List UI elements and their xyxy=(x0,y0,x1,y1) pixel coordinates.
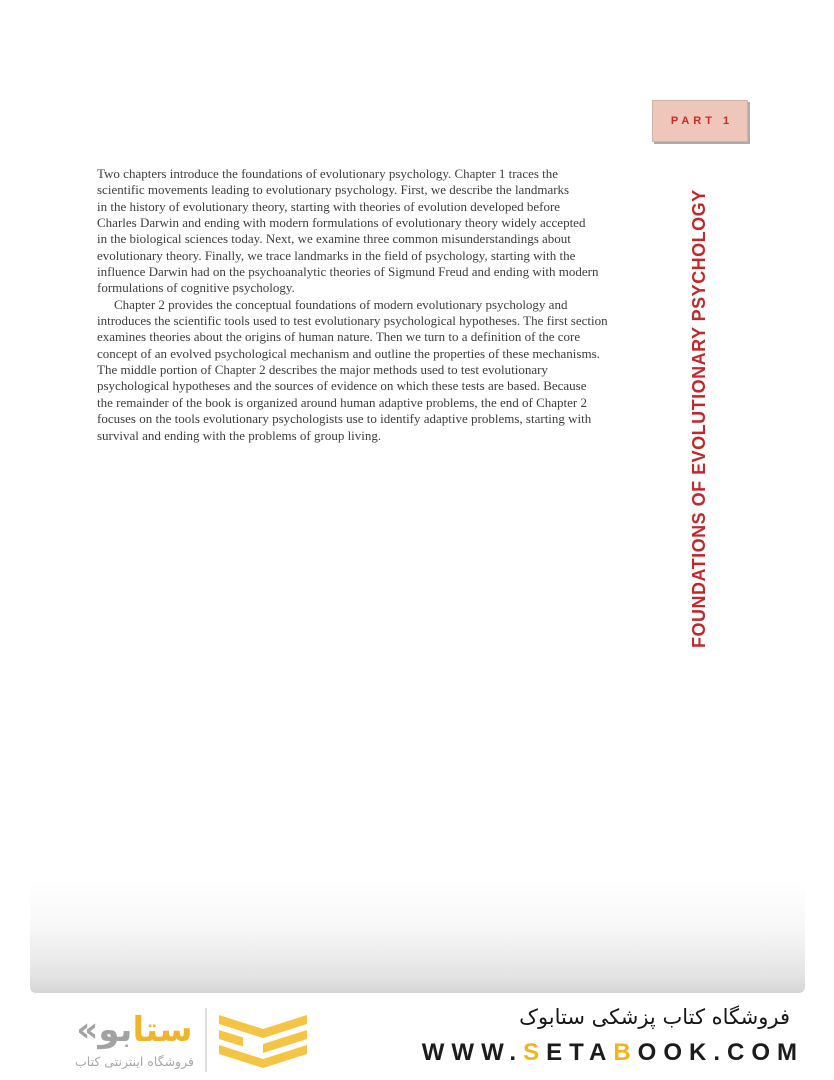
text-line: examines theories about the origins of human nature. Then we turn to a definition of the core xyxy=(97,329,581,345)
url-segment: WWW. xyxy=(421,1039,524,1066)
logo-tagline: فروشگاه اینترنتی کتاب xyxy=(75,1053,194,1069)
paragraph xyxy=(97,166,657,297)
url-segment: S xyxy=(523,1039,547,1066)
part-badge xyxy=(652,100,748,142)
url-segment: B xyxy=(613,1039,638,1066)
text-line: concept of an evolved psychological mechanism and outline the properties of these mechanisms. xyxy=(97,345,600,361)
text-line: in the biological sciences today. Next, we examine three common misunderstandings about xyxy=(97,231,571,247)
text-line: formulations of cognitive psychology. xyxy=(97,280,295,296)
text-line: scientific movements leading to evolutionary psychology. First, we describe the landmarks xyxy=(97,182,570,198)
text-line: focuses on the tools evolutionary psychologists use to identify adaptive problems, starting with xyxy=(97,411,592,427)
text-line: psychological hypotheses and the sources of evidence on which these tests are based. Because xyxy=(97,378,587,394)
text-line: The middle portion of Chapter 2 describes the major methods used to test evolutionary xyxy=(97,362,548,378)
page-bottom-shadow xyxy=(30,880,805,993)
paragraph xyxy=(97,297,657,444)
text-line: survival and ending with the problems of group living. xyxy=(97,427,382,443)
site-url xyxy=(422,1039,804,1067)
store-title: فروشگاه کتاب پزشکی ستابوک xyxy=(519,1005,790,1029)
side-heading: FOUNDATIONS OF EVOLUTIONARY PSYCHOLOGY xyxy=(689,189,709,648)
text-line: in the history of evolutionary theory, starting with theories of evolution developed before xyxy=(97,198,561,214)
setabook-logo xyxy=(75,1007,310,1073)
text-line: Two chapters introduce the foundations of evolutionary psychology. Chapter 1 traces the xyxy=(97,166,559,181)
logo-divider xyxy=(205,1008,207,1072)
footer xyxy=(0,995,834,1080)
text-line: evolutionary theory. Finally, we trace landmarks in the field of psychology, starting with the xyxy=(97,247,576,263)
setabook-chevron-emblem-icon xyxy=(216,1007,310,1073)
text-line: Charles Darwin and ending with modern formulations of evolutionary theory widely accepted xyxy=(97,215,586,231)
text-line: the remainder of the book is organized around human adaptive problems, the end of Chapter 2 xyxy=(97,394,588,410)
logo-wordmark-text xyxy=(75,1011,194,1050)
part-badge-label: PART 1 xyxy=(670,115,734,127)
text-line: Chapter 2 provides the conceptual foundations of modern evolutionary psychology and xyxy=(114,296,568,312)
text-line: influence Darwin had on the psychoanalytic theories of Sigmund Freud and ending with modern xyxy=(97,264,599,280)
logo-wordmark xyxy=(75,1011,194,1068)
url-segment: ETA xyxy=(546,1039,614,1066)
body-text xyxy=(97,166,657,444)
wordmark-yellow-part: ستا xyxy=(132,1010,193,1051)
wordmark-kaf-mark: « xyxy=(76,1010,99,1051)
text-line: introduces the scientific tools used to test evolutionary psychological hypotheses. The first section xyxy=(97,313,608,329)
url-segment: OOK.COM xyxy=(637,1039,804,1066)
wordmark-gray-part: بو xyxy=(98,1010,133,1051)
